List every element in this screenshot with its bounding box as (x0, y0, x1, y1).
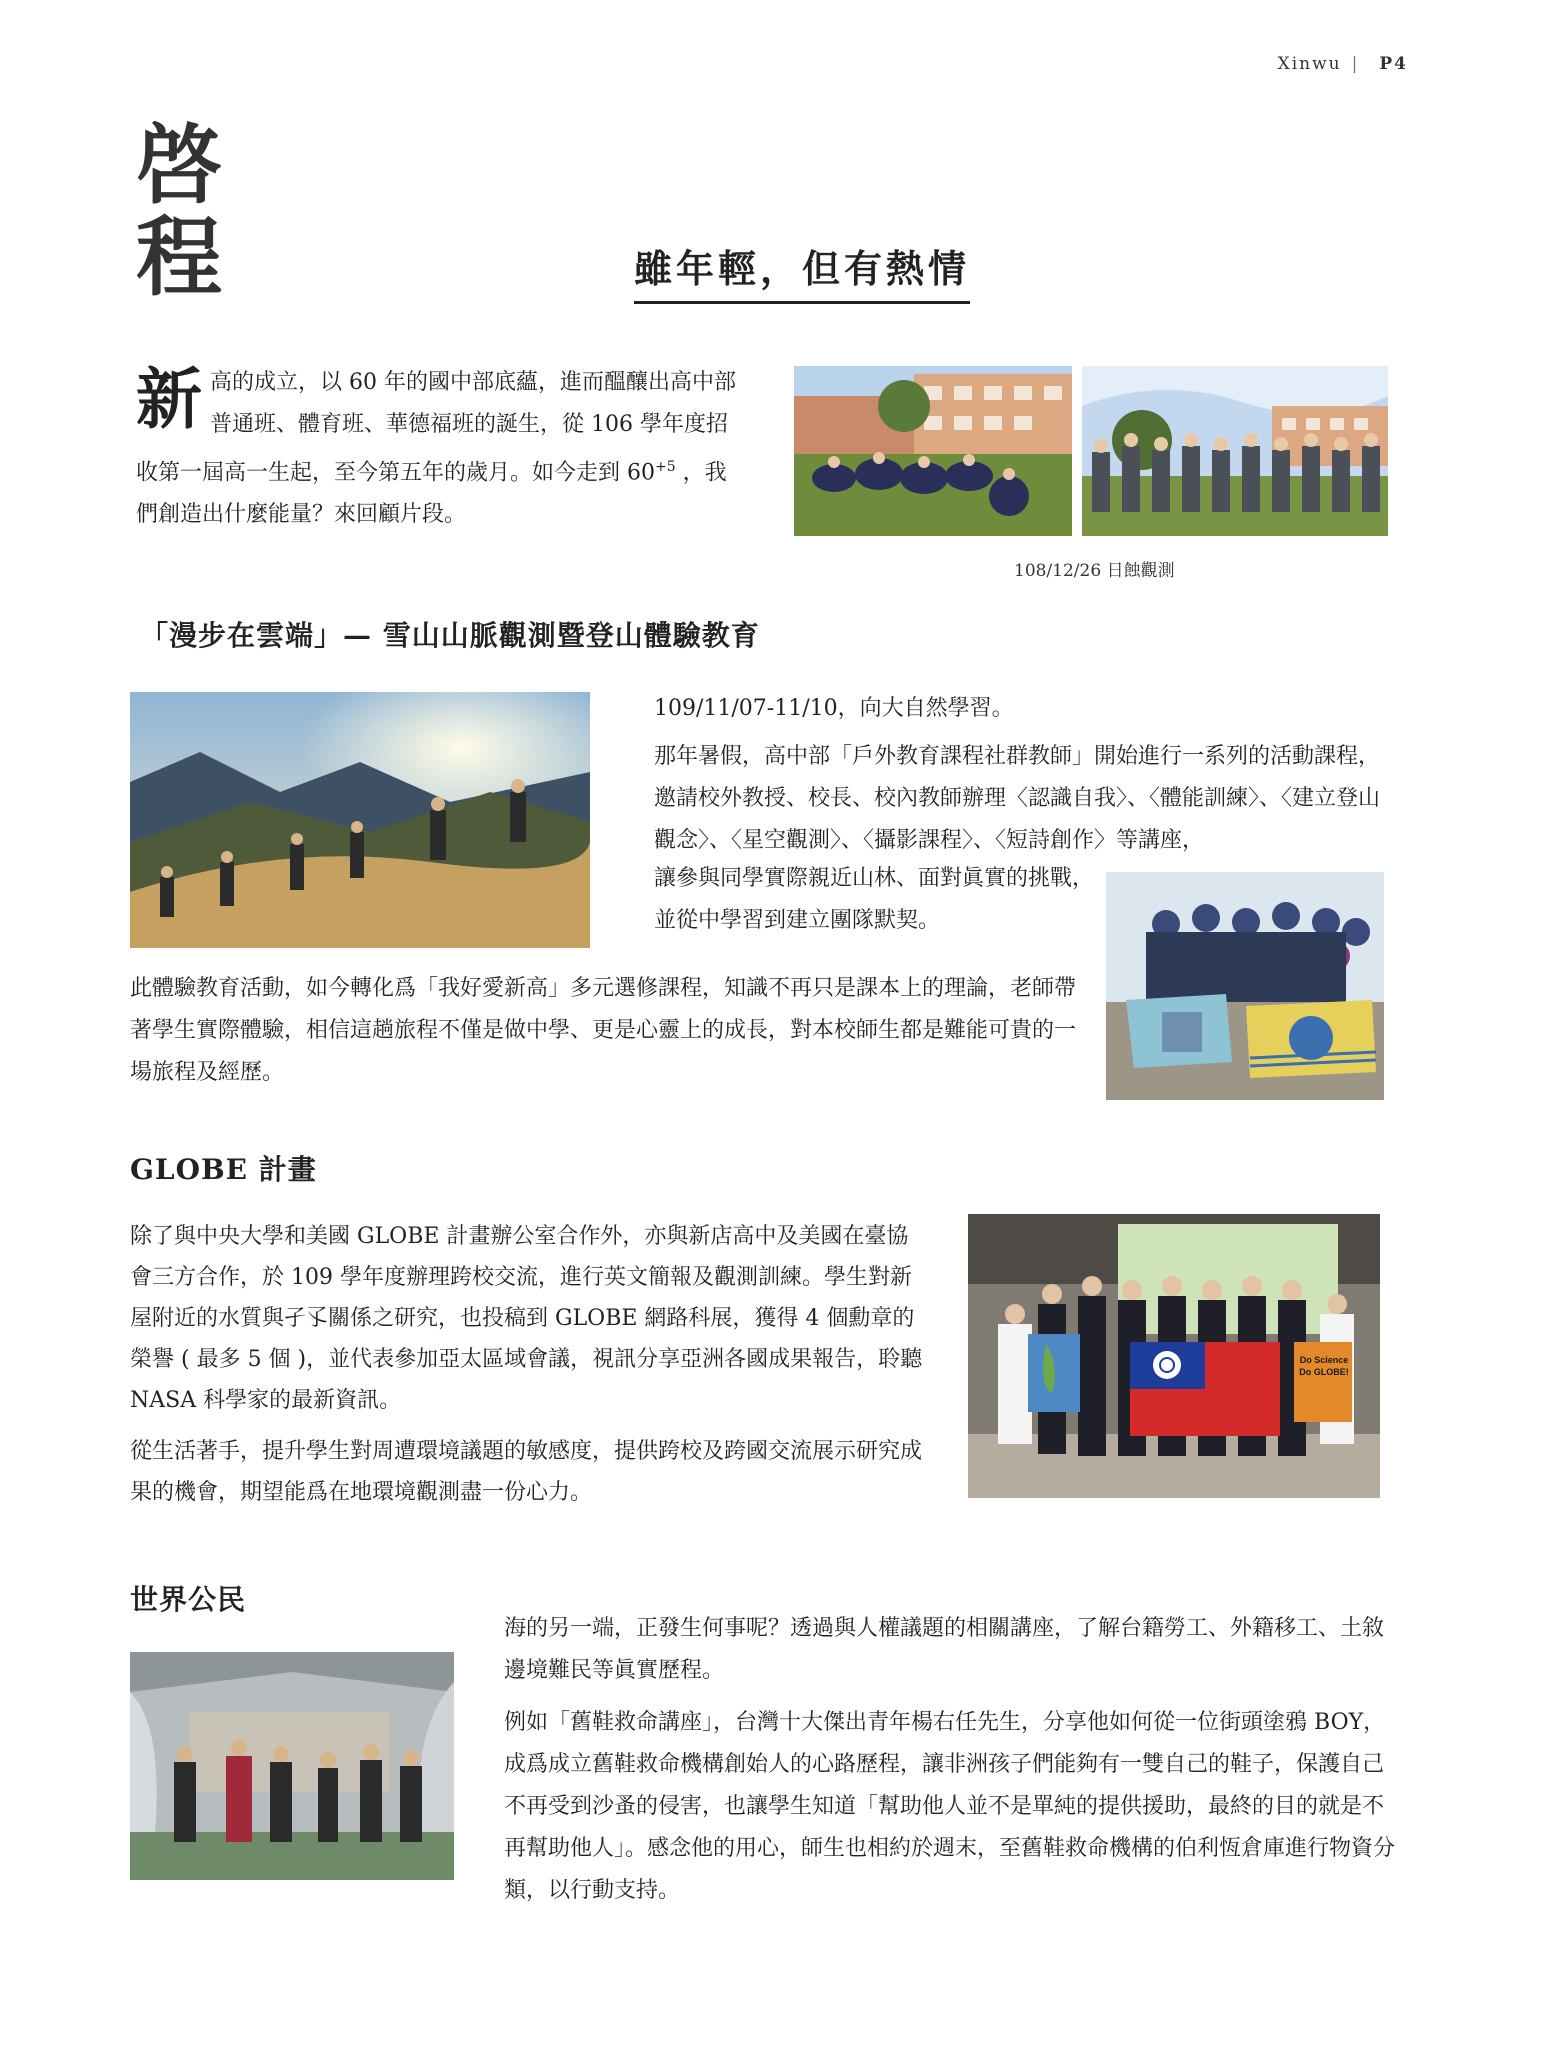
eclipse-caption: 108/12/26 日蝕觀測 (1014, 561, 1175, 581)
page-number: P4 (1379, 54, 1408, 74)
page-title-line2: 程 (136, 207, 222, 308)
section-title-globe: GLOBE 計畫 (130, 1153, 317, 1186)
intro-dropcap: 新 (136, 360, 202, 438)
hiking-date-line: 109/11/07-11/10，向大自然學習。 (654, 696, 1014, 721)
hiking-paragraph-1: 那年暑假，高中部「戶外教育課程社群教師」開始進行一系列的活動課程，邀請校外教授、校長、校內教師辦理〈認識自我〉、〈體能訓練〉、〈建立登山觀念〉、〈星空觀測〉、〈攝影課程〉、〈短詩創作〉等講座， (654, 744, 1381, 853)
hiking-text-block (654, 688, 1396, 862)
globe-conference-photo (968, 1214, 1380, 1498)
page-header (1278, 54, 1408, 74)
summit-photo (1106, 872, 1384, 1100)
world-citizen-paragraph-2: 例如「舊鞋救命講座」，台灣十大傑出青年楊右任先生，分享他如何從一位街頭塗鴉 BOY，成爲成立舊鞋救命機構創始人的心路歷程，讓非洲孩子們能夠有一雙自己的鞋子，保護自己不再受到沙蚤的侵害，也讓學生知道「幫助他人並不是單純的提供援助，最終的目的就是不再幫助他人」。感念他的用心，師生也相約於週末，至舊鞋救命機構的伯利恆倉庫進行物資分類，以行動支持。 (504, 1710, 1396, 1903)
eclipse-photo-2 (1082, 366, 1388, 536)
page-title (136, 115, 236, 308)
intro-text-b: ，我們創造出什麼能量？來回顧片段。 (136, 460, 727, 528)
intro-block (136, 362, 748, 536)
globe-paragraph-2: 從生活著手，提升學生對周遭環境議題的敏感度，提供跨校及跨國交流展示研究成果的機會，期望能爲在地環境觀測盡一份心力。 (130, 1439, 923, 1505)
globe-paragraph-1: 除了與中央大學和美國 GLOBE 計畫辦公室合作外，亦與新店高中及美國在臺協會三方合作，於 109 學年度辦理跨校交流，進行英文簡報及觀測訓練。學生對新屋附近的水質與孑孓關係之研究，也投稿到 GLOBE 網路科展，獲得 4 個勳章的榮譽 ( 最多 5 個 )，並代表參加亞太區域會議，視訊分享亞洲各國成果報告，聆聽 NASA 科學家的最新資訊。 (130, 1224, 923, 1413)
headline: 雖年輕，但有熱情 (634, 238, 970, 304)
mountain-photo (130, 692, 590, 948)
hiking-text-block-2 (130, 968, 1080, 1094)
hiking-paragraph-2: 此體驗教育活動，如今轉化爲「我好愛新高」多元選修課程，知識不再只是課本上的理論，老師帶著學生實際體驗，相信這趟旅程不僅是做中學、更是心靈上的成長，對本校師生都是難能可貴的一場旅程及經歷。 (130, 976, 1077, 1085)
globe-text-block (130, 1216, 930, 1513)
intro-text-a: 高的成立，以 60 年的國中部底蘊，進而醞釀出高中部普通班、體育班、華德福班的誕生，從 106 學年度招收第一屆高一生起，至今第五年的歲月。如今走到 60 (136, 370, 736, 486)
hiking-paragraph-1-cont: 讓參與同學實際親近山林、面對眞實的挑戰，並從中學習到建立團隊默契。 (654, 866, 1095, 933)
header-separator: | (1351, 54, 1360, 74)
world-citizen-paragraph-1: 海的另一端，正發生何事呢？透過與人權議題的相關講座，了解台籍勞工、外籍移工、土敘邊境難民等眞實歷程。 (504, 1616, 1385, 1683)
intro-superscript: +5 (655, 459, 676, 475)
brand-name: Xinwu (1277, 54, 1342, 74)
section-title-world-citizen: 世界公民 (130, 1583, 247, 1616)
eclipse-photo-1 (794, 366, 1072, 536)
hiking-text-cont-block (654, 858, 1094, 942)
intro-paragraph (136, 362, 748, 536)
world-citizen-text-block (504, 1608, 1396, 1912)
section-title-hiking: 「漫步在雲端」— 雪山山脈觀測暨登山體驗教育 (140, 619, 760, 652)
globe-banner-text: Do Science Do GLOBE! (1299, 1355, 1349, 1377)
warehouse-photo (130, 1652, 454, 1880)
page-title-line1: 啓 (136, 115, 222, 216)
